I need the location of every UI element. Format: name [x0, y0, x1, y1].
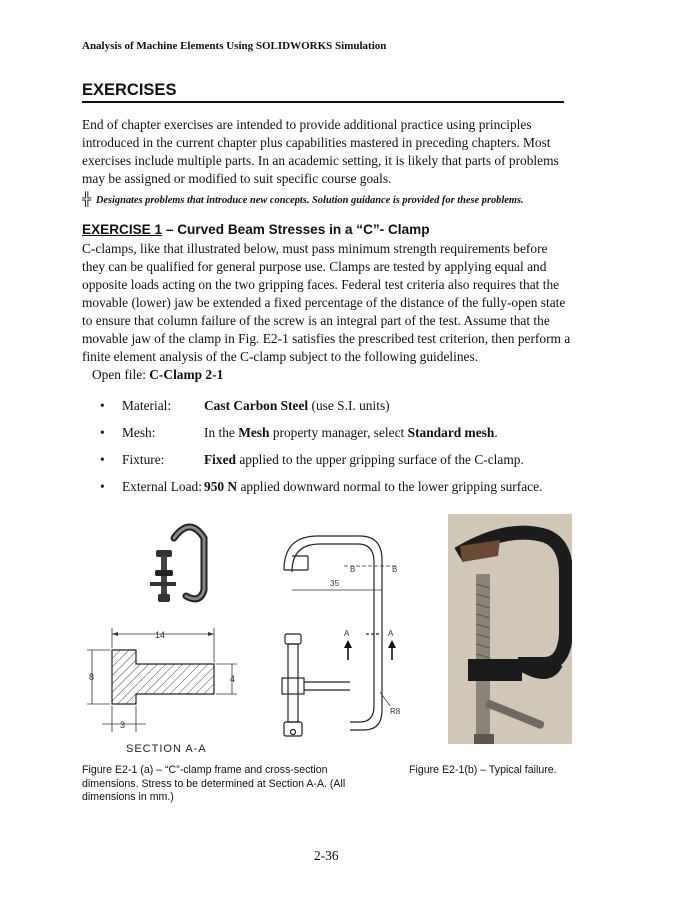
dim-r8-label: R8: [390, 707, 401, 716]
bullet-bold: Fixed: [204, 452, 236, 467]
dim-8-label: 8: [89, 672, 95, 682]
bullet-icon: •: [100, 398, 105, 413]
dim-4-label: 4: [230, 674, 236, 684]
label-b-left: B: [350, 565, 356, 574]
new-concept-icon: ╬: [82, 191, 92, 206]
side-view-annotations: [292, 565, 401, 716]
dim-3-label: 3: [120, 720, 126, 730]
open-file-line: [92, 367, 223, 383]
figure-b-photo: [448, 514, 572, 744]
bullet-rest: .: [494, 425, 498, 440]
page-number: 2-36: [314, 848, 339, 863]
open-file-label: Open file:: [92, 367, 150, 382]
figure-b-caption: Figure E2-1(b) – Typical failure.: [409, 764, 557, 776]
bullet-value: [204, 452, 524, 468]
bullet-rest: applied downward normal to the lower gripping surface.: [237, 479, 543, 494]
exercise-heading: [82, 222, 430, 237]
dim-35-label: 35: [330, 579, 339, 588]
clamp-side-view: [282, 536, 382, 736]
exercise-number: EXERCISE 1: [82, 222, 163, 237]
bullet-icon: •: [100, 479, 105, 494]
bullet-value: [204, 479, 542, 495]
open-file-name: C-Clamp 2-1: [149, 367, 224, 382]
section-title: EXERCISES: [82, 81, 177, 99]
exercise-body: C-clamps, like that illustrated below, must pass minimum strength requirements before they can be qualified for general purpose use. Clamps are tested by applying equal and opposite loads acting on the two gripping faces. Federal test criteria also requires that the movable (lower) jaw be extended a fixed percentage of the distance of the fully-open state to ensure that column failure of the screw is an integral part of the test. Assume that the movable jaw of the clamp in Fig. E2-1 satisfies the prescribed test criterion, then perform a finite element analysis of the C-clamp subject to the following guidelines.: [82, 241, 571, 364]
label-a-right: A: [388, 629, 394, 638]
title-rule: [82, 101, 564, 103]
bullet-icon: •: [100, 425, 105, 440]
bullet-label: Material:: [122, 398, 172, 413]
running-head: Analysis of Machine Elements Using SOLIDWORKS Simulation: [82, 40, 387, 52]
label-b-right: B: [392, 565, 398, 574]
bullet-pre: In the: [204, 425, 239, 440]
bullet-label: External Load:: [122, 479, 202, 494]
bullet-bold-2: Standard mesh: [407, 425, 495, 440]
label-a-left: A: [344, 629, 350, 638]
section-label: SECTION A-A: [126, 743, 207, 755]
bullet-icon: •: [100, 452, 105, 467]
figure-a-caption: Figure E2-1 (a) – “C”-clamp frame and cross-section dimensions. Stress to be determined at Section A-A. (All dimensions in mm.): [82, 764, 346, 803]
dim-14-label: 14: [154, 630, 166, 640]
bullet-value: [204, 398, 390, 414]
bullet-value: [204, 425, 498, 441]
bullet-rest: applied to the upper gripping surface of the C-clamp.: [236, 452, 524, 467]
bullet-bold: Cast Carbon Steel: [204, 398, 309, 413]
figure-a-drawing: [82, 510, 422, 760]
bullet-label: Mesh:: [122, 425, 156, 440]
intro-paragraph: End of chapter exercises are intended to provide additional practice using principles introduced in the current chapter plus capabilities mastered in preceding chapters. Most exercises include multiple parts. In an academic setting, it is likely that parts of problems may be assigned or modified to suit specific course goals.: [82, 117, 559, 186]
bullet-rest: (use S.I. units): [308, 398, 390, 413]
exercise-title: – Curved Beam Stresses in a “C”- Clamp: [162, 222, 430, 237]
isometric-clamp-icon: [150, 527, 204, 602]
designates-note: [82, 191, 582, 207]
section-a-a-view: [87, 628, 237, 755]
designates-text: Designates problems that introduce new concepts. Solution guidance is provided for these problems.: [95, 195, 524, 206]
bullet-label: Fixture:: [122, 452, 165, 467]
bullet-bold: 950 N: [204, 479, 238, 494]
bullet-mid: property manager, select: [269, 425, 408, 440]
bullet-bold: Mesh: [238, 425, 270, 440]
